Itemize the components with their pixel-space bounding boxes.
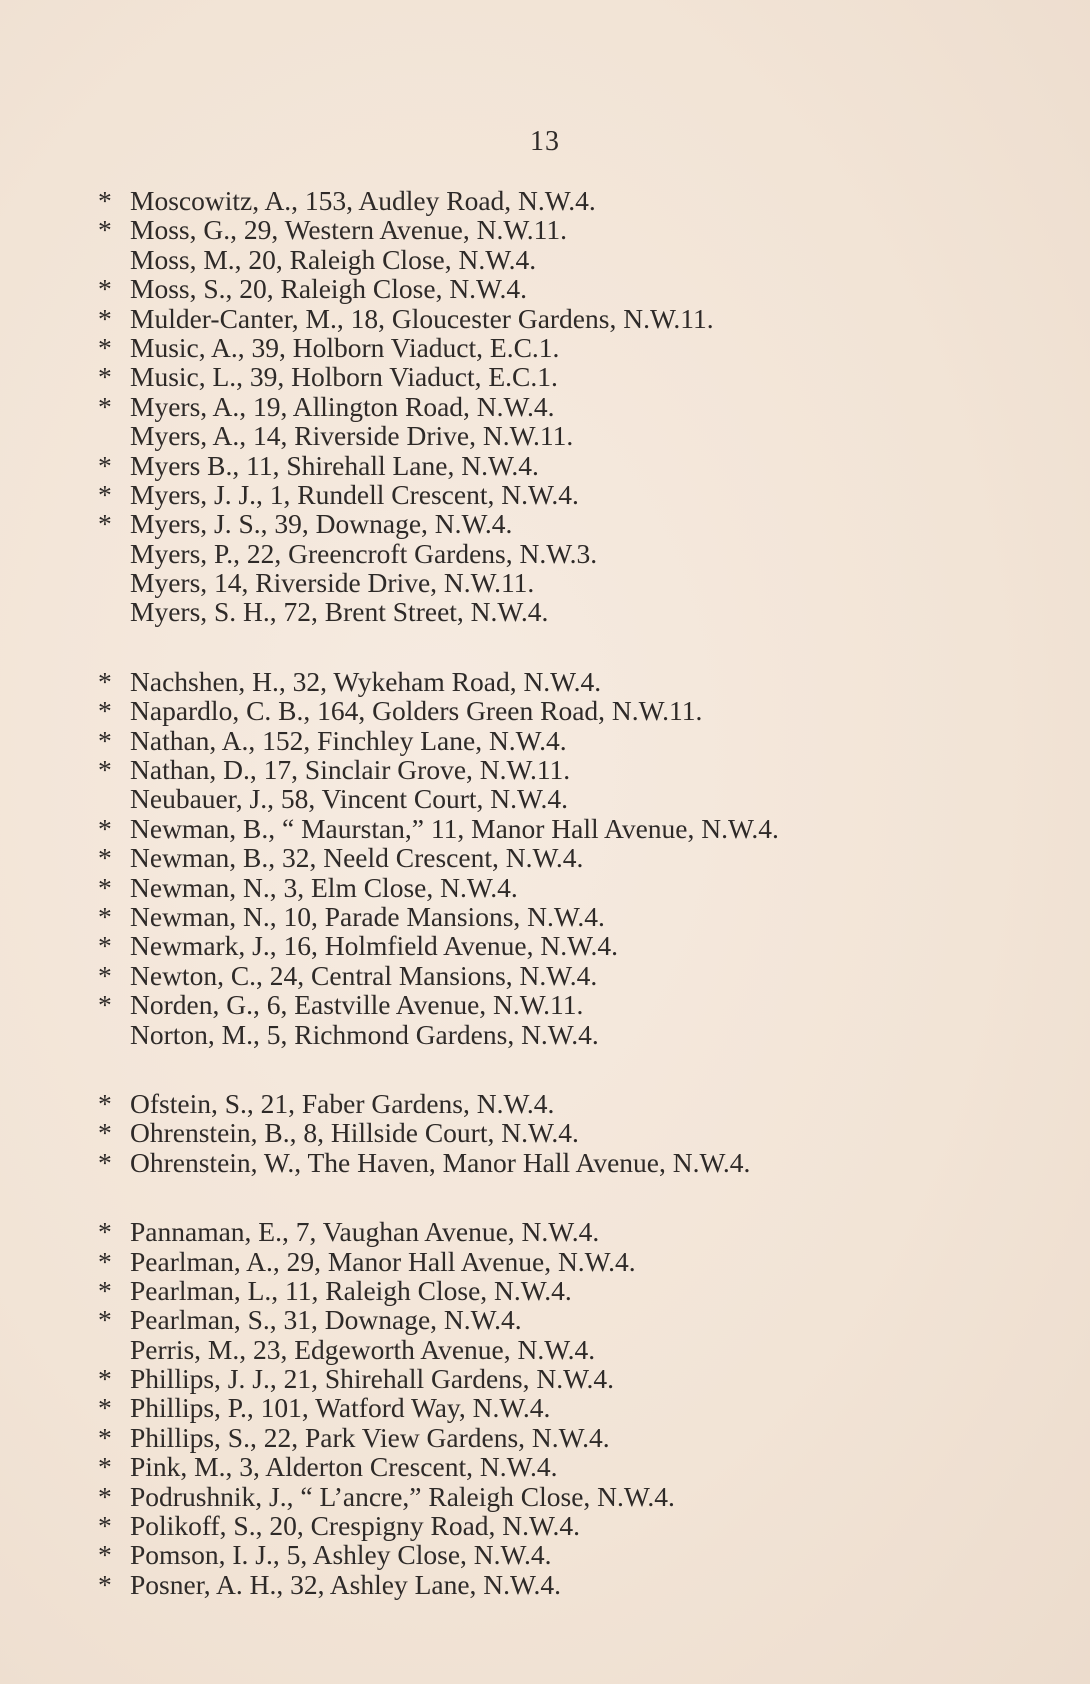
entry-text: Pearlman, L., 11, Raleigh Close, N.W.4. (130, 1274, 572, 1306)
list-item (98, 421, 1058, 450)
member-marker (98, 421, 130, 450)
member-marker (98, 568, 130, 597)
list-item (98, 1393, 1058, 1422)
member-marker (98, 1335, 130, 1364)
member-marker: * (98, 478, 112, 510)
member-marker: * (98, 1245, 112, 1277)
list-item (98, 1540, 1058, 1569)
entry-text: Polikoff, S., 20, Crespigny Road, N.W.4. (130, 1510, 580, 1542)
entry-text: Moss, M., 20, Raleigh Close, N.W.4. (130, 243, 537, 275)
entry-text: Myers, J. S., 39, Downage, N.W.4. (130, 508, 513, 540)
member-marker (98, 539, 130, 568)
entry-text: Posner, A. H., 32, Ashley Lane, N.W.4. (130, 1568, 561, 1600)
entry-text: Myers, J. J., 1, Rundell Crescent, N.W.4. (130, 478, 579, 510)
entry-text: Podrushnik, J., “ L’ancre,” Raleigh Close, N.W.4. (130, 1480, 675, 1512)
list-item (98, 667, 1058, 696)
list-item (98, 1511, 1058, 1540)
list-item (98, 755, 1058, 784)
member-marker (98, 1020, 130, 1049)
member-marker: * (98, 331, 112, 363)
member-marker: * (98, 900, 112, 932)
member-marker (98, 245, 130, 274)
directory-list (98, 186, 1058, 1639)
entry-text: Nathan, D., 17, Sinclair Grove, N.W.11. (130, 754, 571, 786)
entry-text: Norton, M., 5, Richmond Gardens, N.W.4. (130, 1018, 599, 1050)
entry-text: Pearlman, S., 31, Downage, N.W.4. (130, 1304, 522, 1336)
list-item (98, 333, 1058, 362)
member-marker: * (98, 695, 112, 727)
member-marker: * (98, 1363, 112, 1395)
list-item (98, 480, 1058, 509)
member-marker: * (98, 1304, 112, 1336)
entry-text: Norden, G., 6, Eastville Avenue, N.W.11. (130, 989, 584, 1021)
list-item (98, 1089, 1058, 1118)
entry-text: Moss, G., 29, Western Avenue, N.W.11. (130, 214, 567, 246)
list-item (98, 245, 1058, 274)
list-item (98, 392, 1058, 421)
entry-text: Ohrenstein, W., The Haven, Manor Hall Avenue, N.W.4. (130, 1146, 751, 1178)
member-marker: * (98, 508, 112, 540)
member-marker: * (98, 930, 112, 962)
entry-text: Myers, A., 19, Allington Road, N.W.4. (130, 390, 555, 422)
entry-text: Mulder-Canter, M., 18, Gloucester Gardens, N.W.11. (130, 302, 714, 334)
list-item (98, 568, 1058, 597)
directory-section (98, 1089, 1058, 1177)
list-item (98, 873, 1058, 902)
entry-text: Moss, S., 20, Raleigh Close, N.W.4. (130, 273, 527, 305)
member-marker: * (98, 1539, 112, 1571)
list-item (98, 726, 1058, 755)
entry-text: Newman, N., 10, Parade Mansions, N.W.4. (130, 900, 605, 932)
entry-text: Myers, S. H., 72, Brent Street, N.W.4. (130, 596, 549, 628)
list-item (98, 784, 1058, 813)
member-marker: * (98, 185, 112, 216)
entry-text: Newman, N., 3, Elm Close, N.W.4. (130, 871, 518, 903)
list-item (98, 1020, 1058, 1049)
entry-text: Phillips, J. J., 21, Shirehall Gardens, N.W.4. (130, 1363, 615, 1395)
entry-text: Moscowitz, A., 153, Audley Road, N.W.4. (130, 185, 596, 216)
list-item (98, 274, 1058, 303)
entry-text: Ofstein, S., 21, Faber Gardens, N.W.4. (130, 1087, 555, 1119)
member-marker: * (98, 1117, 112, 1149)
member-marker: * (98, 871, 112, 903)
entry-text: Phillips, S., 22, Park View Gardens, N.W.4. (130, 1421, 610, 1453)
member-marker: * (98, 273, 112, 305)
entry-text: Music, L., 39, Holborn Viaduct, E.C.1. (130, 361, 558, 393)
list-item (98, 843, 1058, 872)
member-marker: * (98, 989, 112, 1021)
list-item (98, 1118, 1058, 1147)
entry-text: Ohrenstein, B., 8, Hillside Court, N.W.4. (130, 1117, 579, 1149)
member-marker (98, 597, 130, 626)
list-item (98, 1148, 1058, 1177)
entry-text: Perris, M., 23, Edgeworth Avenue, N.W.4. (130, 1333, 596, 1365)
list-item (98, 215, 1058, 244)
entry-text: Myers, P., 22, Greencroft Gardens, N.W.3. (130, 537, 598, 569)
member-marker: * (98, 302, 112, 334)
entry-text: Music, A., 39, Holborn Viaduct, E.C.1. (130, 331, 560, 363)
list-item (98, 1276, 1058, 1305)
entry-text: Pomson, I. J., 5, Ashley Close, N.W.4. (130, 1539, 552, 1571)
entry-text: Newman, B., 32, Neeld Crescent, N.W.4. (130, 842, 584, 874)
entry-text: Phillips, P., 101, Watford Way, N.W.4. (130, 1392, 551, 1424)
list-item (98, 1217, 1058, 1246)
directory-section (98, 1217, 1058, 1599)
entry-text: Newton, C., 24, Central Mansions, N.W.4. (130, 959, 598, 991)
list-item (98, 1452, 1058, 1481)
directory-section (98, 667, 1058, 1049)
member-marker: * (98, 1146, 112, 1178)
list-item (98, 1570, 1058, 1599)
list-item (98, 509, 1058, 538)
entry-text: Nachshen, H., 32, Wykeham Road, N.W.4. (130, 665, 602, 697)
member-marker: * (98, 812, 112, 844)
member-marker: * (98, 1568, 112, 1600)
member-marker: * (98, 1451, 112, 1483)
list-item (98, 451, 1058, 480)
member-marker: * (98, 959, 112, 991)
list-item (98, 990, 1058, 1019)
page-number: 13 (530, 126, 560, 157)
member-marker: * (98, 1274, 112, 1306)
list-item (98, 1364, 1058, 1393)
member-marker: * (98, 842, 112, 874)
list-item (98, 362, 1058, 391)
member-marker (98, 784, 130, 813)
member-marker: * (98, 1216, 112, 1248)
list-item (98, 961, 1058, 990)
entry-text: Newman, B., “ Maurstan,” 11, Manor Hall Avenue, N.W.4. (130, 812, 779, 844)
entry-text: Pannaman, E., 7, Vaughan Avenue, N.W.4. (130, 1216, 600, 1248)
entry-text: Myers B., 11, Shirehall Lane, N.W.4. (130, 449, 539, 481)
list-item (98, 931, 1058, 960)
list-item (98, 539, 1058, 568)
list-item (98, 1335, 1058, 1364)
entry-text: Myers, A., 14, Riverside Drive, N.W.11. (130, 420, 574, 452)
member-marker: * (98, 665, 112, 697)
member-marker: * (98, 1480, 112, 1512)
list-item (98, 1482, 1058, 1511)
list-item (98, 1247, 1058, 1276)
member-marker: * (98, 1421, 112, 1453)
member-marker: * (98, 1087, 112, 1119)
list-item (98, 1423, 1058, 1452)
list-item (98, 902, 1058, 931)
member-marker: * (98, 724, 112, 756)
entry-text: Napardlo, C. B., 164, Golders Green Road, N.W.11. (130, 695, 703, 727)
entry-text: Myers, 14, Riverside Drive, N.W.11. (130, 567, 535, 599)
entry-text: Pink, M., 3, Alderton Crescent, N.W.4. (130, 1451, 558, 1483)
entry-text: Neubauer, J., 58, Vincent Court, N.W.4. (130, 783, 568, 815)
member-marker: * (98, 390, 112, 422)
entry-text: Pearlman, A., 29, Manor Hall Avenue, N.W.4. (130, 1245, 636, 1277)
directory-section (98, 186, 1058, 627)
member-marker: * (98, 1392, 112, 1424)
member-marker: * (98, 1510, 112, 1542)
member-marker: * (98, 361, 112, 393)
entry-text: Nathan, A., 152, Finchley Lane, N.W.4. (130, 724, 567, 756)
list-item (98, 186, 1058, 215)
list-item (98, 814, 1058, 843)
entry-text: Newmark, J., 16, Holmfield Avenue, N.W.4. (130, 930, 619, 962)
list-item (98, 696, 1058, 725)
member-marker: * (98, 449, 112, 481)
member-marker: * (98, 754, 112, 786)
list-item (98, 597, 1058, 626)
list-item (98, 304, 1058, 333)
list-item (98, 1305, 1058, 1334)
member-marker: * (98, 214, 112, 246)
